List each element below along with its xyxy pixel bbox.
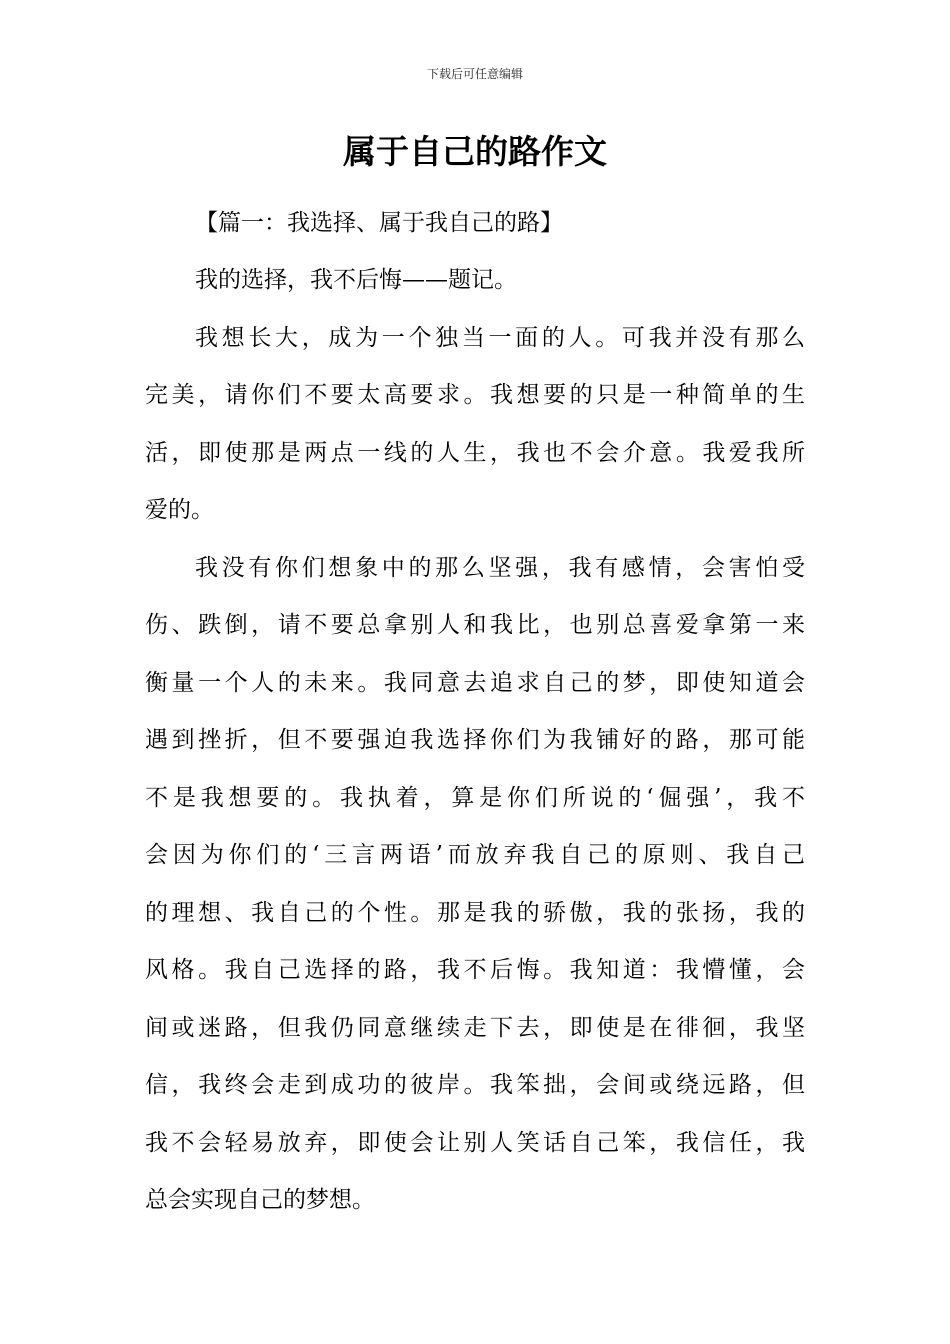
paragraph-line: 风格。我自己选择的路，我不后悔。我知道：我懵懂，会 (145, 957, 805, 983)
paragraph-line: 伤、跌倒，请不要总拿别人和我比，也别总喜爱拿第一来 (145, 612, 805, 638)
paragraph-line: 我想长大，成为一个独当一面的人。可我并没有那么 (195, 324, 805, 351)
paragraph-line: 的理想、我自己的个性。那是我的骄傲，我的张扬，我的 (145, 899, 805, 926)
paragraph-line: 完美，请你们不要太高要求。我想要的只是一种简单的生 (145, 382, 805, 408)
paragraph-line: 遇到挫折，但不要强迫我选择你们为我铺好的路，那可能 (145, 727, 805, 753)
paragraph-line: 爱的。 (145, 497, 214, 523)
epigraph-paragraph (145, 252, 805, 310)
paragraph-line: 我的选择，我不后悔——题记。 (195, 267, 517, 293)
paragraph-line: 总会实现自己的梦想。 (145, 1187, 375, 1213)
body-paragraph-2 (145, 540, 805, 1230)
document-body (145, 195, 805, 1230)
body-paragraph-1 (145, 310, 805, 540)
paragraph-line: 活，即使那是两点一线的人生，我也不会介意。我爱我所 (145, 439, 805, 466)
paragraph-line: 我没有你们想象中的那么坚强，我有感情，会害怕受 (195, 554, 805, 581)
paragraph-line: 我不会轻易放弃，即使会让别人笑话自己笨，我信任，我 (145, 1129, 805, 1156)
paragraph-line: 会因为你们的‘三言两语’而放弃我自己的原则、我自己 (145, 842, 805, 868)
paragraph-line: 不是我想要的。我执着，算是你们所说的‘倔强’，我不 (145, 784, 805, 811)
document-title: 属于自己的路作文 (343, 132, 607, 171)
paragraph-line: 衡量一个人的未来。我同意去追求自己的梦，即使知道会 (145, 669, 805, 696)
page-header-note: 下载后可任意编辑 (426, 67, 523, 81)
paragraph-line: 信，我终会走到成功的彼岸。我笨拙，会间或绕远路，但 (145, 1072, 805, 1098)
section-heading: 【篇一：我选择、属于我自己的路】 (195, 210, 563, 236)
paragraph-line: 间或迷路，但我仍同意继续走下去，即使是在徘徊，我坚 (145, 1014, 805, 1041)
